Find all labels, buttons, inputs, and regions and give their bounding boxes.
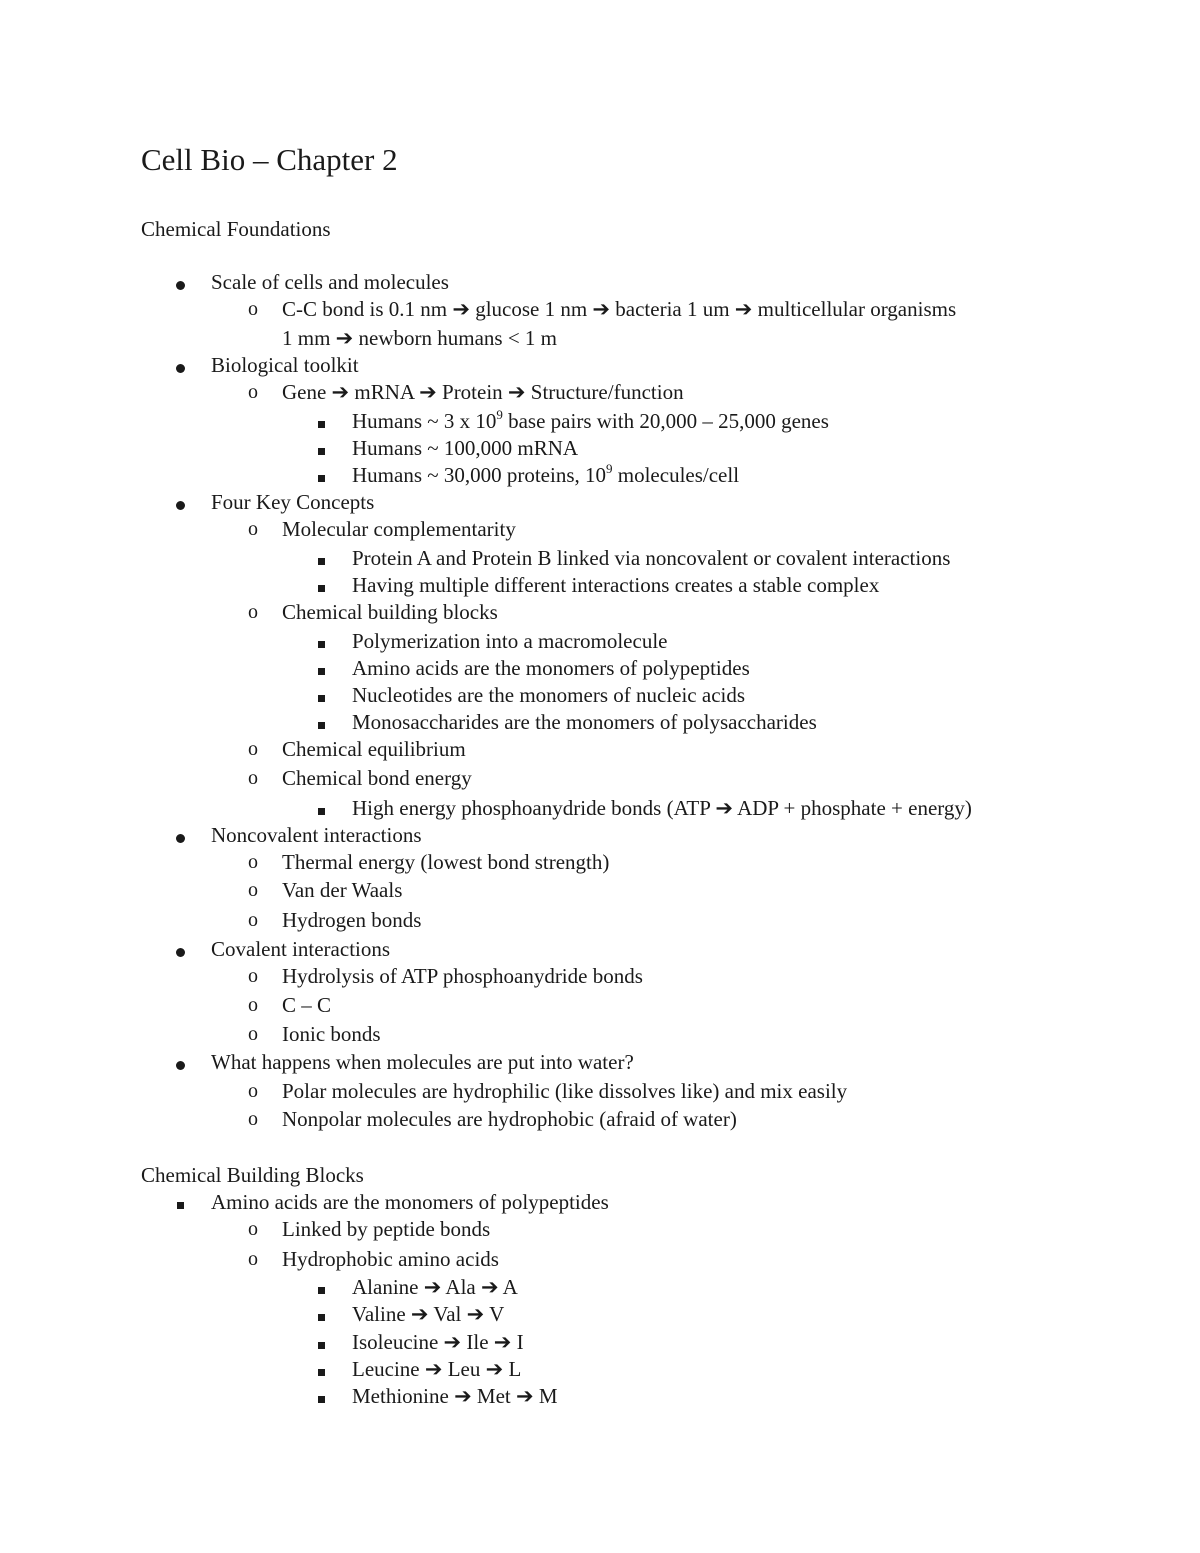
- list-item: Polar molecules are hydrophilic (like dissolves like) and mix easily: [282, 1079, 848, 1103]
- list-item: Hydrolysis of ATP phosphoanydride bonds: [282, 964, 643, 988]
- bullet-circle: o: [248, 994, 258, 1016]
- bullet-circle: o: [248, 518, 258, 540]
- list-item: Humans ~ 3 x $10^9$ base pairs with 20,000 – 25,000 genes: [352, 407, 829, 433]
- bullet-circle: o: [248, 298, 258, 320]
- exponent: 9: [496, 407, 503, 422]
- list-item: Linked by peptide bonds: [282, 1217, 491, 1241]
- list-item: Covalent interactions: [211, 937, 391, 961]
- list-item: Polymerization into a macromolecule: [352, 629, 668, 653]
- list-item: Hydrogen bonds: [282, 908, 422, 932]
- bullet-circle: o: [248, 909, 258, 931]
- list-item: Chemical building blocks: [282, 600, 498, 624]
- list-item: Four Key Concepts: [211, 490, 375, 514]
- list-item: Chemical bond energy: [282, 766, 472, 790]
- list-item: Hydrophobic amino acids: [282, 1247, 499, 1271]
- bullet-circle: o: [248, 1023, 258, 1045]
- bullet-circle: o: [248, 738, 258, 760]
- list-item: Leucine ➔ Leu ➔ L: [352, 1357, 522, 1381]
- bullet-square: [318, 545, 325, 571]
- list-item: Nonpolar molecules are hydrophobic (afraid of water): [282, 1107, 737, 1131]
- bullet-square: [318, 628, 325, 654]
- list-item: Isoleucine ➔ Ile ➔ I: [352, 1330, 524, 1354]
- bullet-dot: [176, 490, 185, 516]
- bullet-dot: [176, 270, 185, 296]
- bullet-square: [318, 1383, 325, 1409]
- list-item: Ionic bonds: [282, 1022, 381, 1046]
- bullet-circle: o: [248, 1248, 258, 1270]
- list-item: Monosaccharides are the monomers of polysaccharides: [352, 710, 817, 734]
- bullet-square: [318, 682, 325, 708]
- list-item: What happens when molecules are put into water?: [211, 1050, 634, 1074]
- list-item: Van der Waals: [282, 878, 403, 902]
- list-item: High energy phosphoanydride bonds (ATP ➔ ADP + phosphate + energy): [352, 796, 972, 820]
- bullet-dot: [176, 823, 185, 849]
- list-item: Scale of cells and molecules: [211, 270, 449, 294]
- bullet-circle: o: [248, 1218, 258, 1240]
- bullet-circle: o: [248, 381, 258, 403]
- bullet-square: [318, 462, 325, 488]
- list-item: Having multiple different interactions creates a stable complex: [352, 573, 880, 597]
- bullet-dot: [176, 1050, 185, 1076]
- bullet-circle: o: [248, 767, 258, 789]
- bullet-circle: o: [248, 851, 258, 873]
- bullet-square: [318, 1301, 325, 1327]
- bullet-square: [318, 1329, 325, 1355]
- list-item: Chemical equilibrium: [282, 737, 466, 761]
- list-item: Amino acids are the monomers of polypeptides: [211, 1190, 609, 1214]
- bullet-circle: o: [248, 1108, 258, 1130]
- bullet-circle: o: [248, 1080, 258, 1102]
- list-item: Methionine ➔ Met ➔ M: [352, 1384, 558, 1408]
- list-item: Biological toolkit: [211, 353, 359, 377]
- exponent: 9: [606, 461, 613, 476]
- list-item: Humans ~ 100,000 mRNA: [352, 436, 579, 460]
- bullet-square: [318, 572, 325, 598]
- bullet-square: [318, 655, 325, 681]
- list-item: Thermal energy (lowest bond strength): [282, 850, 610, 874]
- bullet-square: [318, 1274, 325, 1300]
- section-heading-chemical-foundations: Chemical Foundations: [141, 217, 331, 241]
- bullet-dot: [176, 937, 185, 963]
- list-item-continuation: 1 mm ➔ newborn humans < 1 m: [282, 326, 557, 350]
- bullet-square: [177, 1189, 184, 1215]
- list-item: Molecular complementarity: [282, 517, 516, 541]
- list-item: C – C: [282, 993, 332, 1017]
- list-item: Protein A and Protein B linked via noncovalent or covalent interactions: [352, 546, 951, 570]
- list-item: Noncovalent interactions: [211, 823, 422, 847]
- bullet-square: [318, 408, 325, 434]
- list-item: Valine ➔ Val ➔ V: [352, 1302, 505, 1326]
- list-item: C-C bond is 0.1 nm ➔ glucose 1 nm ➔ bacteria 1 um ➔ multicellular organisms: [282, 297, 957, 321]
- bullet-circle: o: [248, 879, 258, 901]
- list-item: Alanine ➔ Ala ➔ A: [352, 1275, 518, 1299]
- list-item: Amino acids are the monomers of polypeptides: [352, 656, 750, 680]
- bullet-square: [318, 795, 325, 821]
- bullet-square: [318, 435, 325, 461]
- bullet-circle: o: [248, 965, 258, 987]
- list-item: Humans ~ 30,000 proteins, $10^9$ molecules/cell: [352, 461, 740, 487]
- list-item: Gene ➔ mRNA ➔ Protein ➔ Structure/function: [282, 380, 684, 404]
- page-title: Cell Bio – Chapter 2: [141, 142, 398, 177]
- bullet-dot: [176, 353, 185, 379]
- bullet-square: [318, 1356, 325, 1382]
- list-item: Nucleotides are the monomers of nucleic acids: [352, 683, 746, 707]
- section-heading-chemical-building-blocks: Chemical Building Blocks: [141, 1163, 364, 1187]
- bullet-circle: o: [248, 601, 258, 623]
- bullet-square: [318, 709, 325, 735]
